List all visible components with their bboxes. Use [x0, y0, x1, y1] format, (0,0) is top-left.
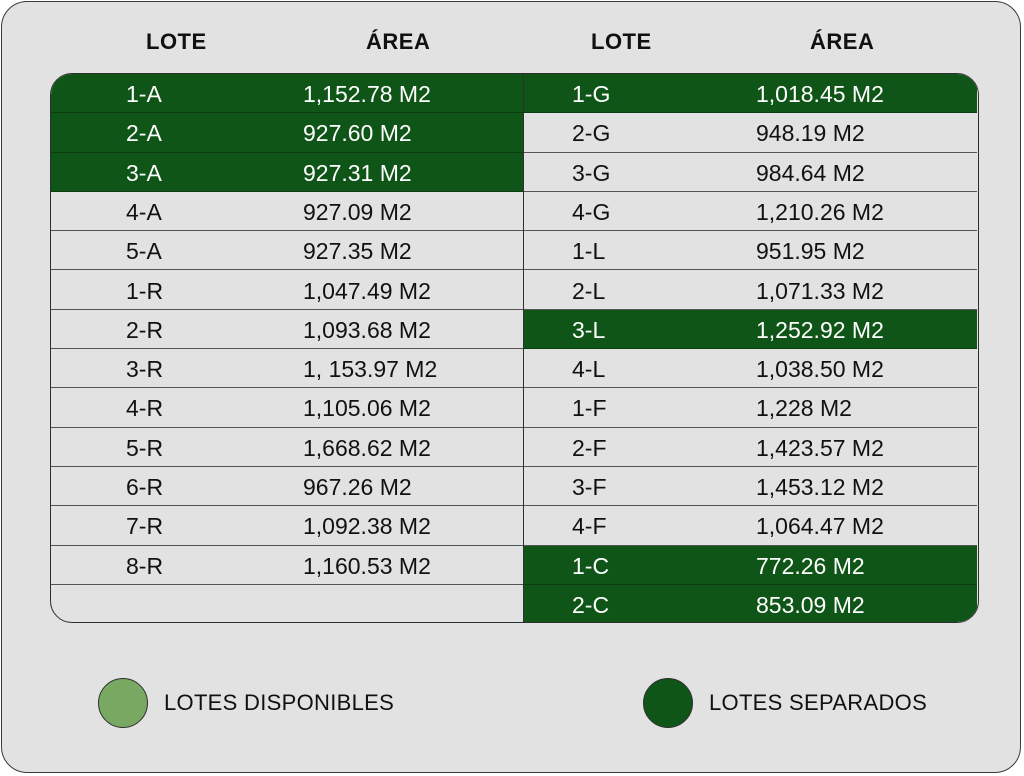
table-row	[51, 192, 523, 231]
table-row	[524, 231, 977, 270]
area-cell: 1,071.33 M2	[756, 277, 884, 304]
legend-separados	[643, 678, 927, 728]
area-cell: 1,160.53 M2	[303, 552, 431, 579]
lote-cell: 3-F	[572, 474, 607, 500]
area-cell: 984.64 M2	[756, 159, 865, 186]
lote-cell: 6-R	[126, 474, 164, 500]
lote-cell: 1-L	[572, 238, 606, 265]
lote-cell: 2-G	[572, 120, 611, 147]
area-cell: 1,210.26 M2	[756, 198, 884, 225]
area-cell: 1,252.92 M2	[756, 316, 884, 343]
table-row	[524, 585, 977, 623]
lote-cell: 4-G	[572, 198, 611, 225]
table-row	[524, 113, 977, 152]
header-lote-left: LOTE	[146, 29, 207, 54]
area-cell: 1,038.50 M2	[756, 356, 884, 383]
area-cell: 951.95 M2	[756, 238, 865, 265]
lote-cell: 3-R	[126, 356, 164, 383]
header-area-left: ÁREA	[366, 29, 431, 54]
lote-cell: 2-F	[572, 434, 607, 461]
lots-card	[1, 1, 1021, 773]
table-row	[51, 349, 523, 388]
disponible-swatch-icon	[98, 678, 148, 728]
lote-cell: 7-R	[126, 513, 164, 540]
lote-cell: 2-A	[126, 120, 162, 147]
area-cell: 948.19 M2	[756, 120, 865, 147]
area-cell: 927.09 M2	[303, 198, 412, 225]
area-cell: 853.09 M2	[756, 591, 865, 618]
legend-separados-label: LOTES SEPARADOS	[709, 690, 928, 715]
lote-cell: 5-R	[126, 434, 164, 461]
table-row	[51, 231, 523, 270]
area-cell: 1,064.47 M2	[756, 513, 884, 540]
lote-cell: 1-A	[126, 81, 162, 107]
table-row	[51, 113, 523, 152]
table-row	[51, 428, 523, 467]
legend-disponibles-label: LOTES DISPONIBLES	[164, 690, 395, 715]
table-row	[524, 349, 977, 388]
lote-cell: 8-R	[126, 552, 164, 579]
area-cell: 1, 153.97 M2	[303, 356, 438, 383]
table-row	[51, 546, 523, 585]
area-cell: 927.35 M2	[303, 238, 412, 265]
table-row	[51, 506, 523, 545]
lote-cell: 4-L	[572, 356, 606, 383]
lote-cell: 1-G	[572, 81, 611, 107]
area-cell: 1,423.57 M2	[756, 434, 884, 461]
lote-cell: 4-A	[126, 198, 162, 225]
table-row	[51, 467, 523, 506]
area-cell: 967.26 M2	[303, 474, 412, 500]
header-area-right: ÁREA	[810, 29, 875, 54]
lote-cell: 2-L	[572, 277, 606, 304]
area-cell: 1,047.49 M2	[303, 277, 431, 304]
lote-cell: 1-R	[126, 277, 164, 304]
lots-column-right	[523, 74, 977, 622]
area-cell: 927.60 M2	[303, 120, 412, 147]
area-cell: 1,105.06 M2	[303, 395, 431, 422]
lots-column-left	[51, 74, 523, 622]
lote-cell: 2-R	[126, 316, 164, 343]
lote-cell: 2-C	[572, 591, 610, 618]
area-cell: 1,453.12 M2	[756, 474, 884, 500]
area-cell: 927.31 M2	[303, 159, 412, 186]
area-cell: 1,668.62 M2	[303, 434, 431, 461]
table-row	[524, 388, 977, 427]
lots-table	[50, 73, 979, 623]
table-row	[524, 74, 977, 113]
lote-cell: 3-A	[126, 159, 162, 186]
table-row	[524, 428, 977, 467]
table-row	[524, 546, 977, 585]
area-cell: 1,092.38 M2	[303, 513, 431, 540]
table-row	[51, 310, 523, 349]
header-lote-right: LOTE	[591, 29, 652, 54]
table-row	[524, 192, 977, 231]
lote-cell: 4-R	[126, 395, 164, 422]
lote-cell: 3-L	[572, 316, 606, 343]
table-row	[524, 153, 977, 192]
table-row	[524, 310, 977, 349]
area-cell: 1,152.78 M2	[303, 81, 431, 107]
table-row	[524, 271, 977, 310]
legend-disponibles	[98, 678, 394, 728]
table-row	[51, 74, 523, 113]
table-row	[51, 388, 523, 427]
lote-cell: 1-F	[572, 395, 607, 422]
lote-cell: 4-F	[572, 513, 607, 540]
table-row	[524, 506, 977, 545]
lote-cell: 1-C	[572, 552, 610, 579]
separado-swatch-icon	[643, 678, 693, 728]
table-row	[51, 153, 523, 192]
lote-cell: 3-G	[572, 159, 611, 186]
area-cell: 1,018.45 M2	[756, 81, 884, 107]
area-cell: 1,093.68 M2	[303, 316, 431, 343]
area-cell: 1,228 M2	[756, 395, 852, 422]
area-cell: 772.26 M2	[756, 552, 865, 579]
lote-cell: 5-A	[126, 238, 162, 265]
table-row	[51, 271, 523, 310]
table-row	[524, 467, 977, 506]
